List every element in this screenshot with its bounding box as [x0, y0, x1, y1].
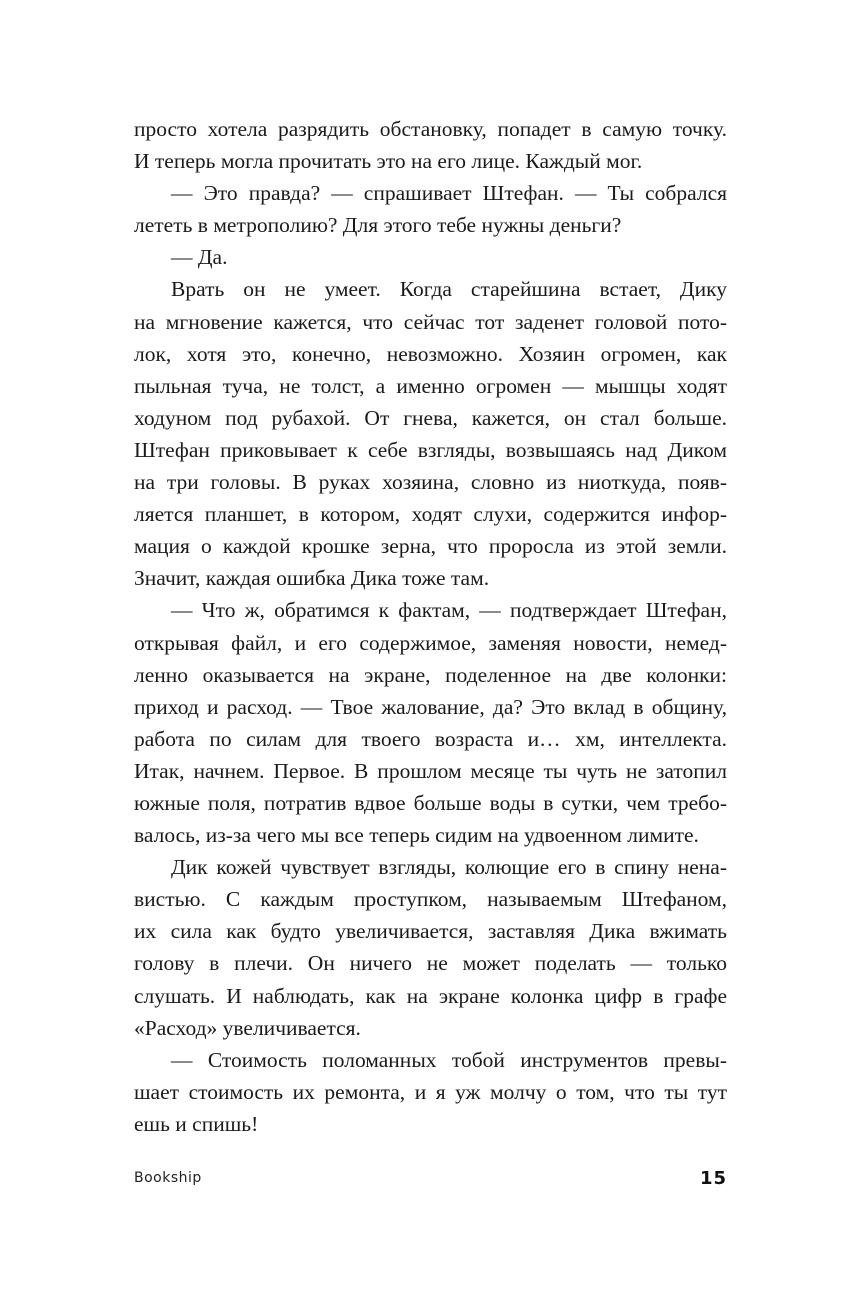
text-line: И теперь могла прочитать это на его лице. Каждый мог.: [134, 149, 643, 174]
text-line: на три головы. В руках хозяина, словно из ниоткуда, появ-: [134, 470, 727, 495]
text-line: вистью. С каждым проступком, называемым Штефаном,: [134, 887, 727, 912]
text-line: — Да.: [171, 245, 228, 270]
page-number: 15: [699, 1168, 727, 1189]
text-line: пыльная туча, не толст, а именно огромен — мышцы ходят: [134, 373, 727, 398]
page-footer: [134, 1168, 727, 1194]
publisher-brand: Bookship: [134, 1170, 202, 1186]
text-line: слушать. И наблюдать, как на экране колонка цифр в графе: [134, 983, 727, 1008]
text-line: их сила как будто увеличивается, заставляя Дика вжимать: [134, 919, 727, 944]
text-line: ходуном под рубахой. От гнева, кажется, он стал больше.: [134, 405, 727, 430]
text-line: лететь в метрополию? Для этого тебе нужны деньги?: [134, 213, 622, 238]
text-line: ленно оказывается на экране, поделенное на две колонки:: [134, 662, 727, 687]
text-line: открывая файл, и его содержимое, заменяя новости, немед-: [134, 630, 727, 655]
text-line: ешь и спишь!: [134, 1111, 259, 1136]
text-line: ляется планшет, в котором, ходят слухи, содержится инфор-: [134, 502, 727, 527]
text-line: мация о каждой крошке зерна, что проросла из этой земли.: [134, 534, 727, 559]
text-line: просто хотела разрядить обстановку, попадет в самую точку.: [134, 117, 727, 141]
text-line: Значит, каждая ошибка Дика тоже там.: [134, 566, 490, 591]
text-line: валось, из-за чего мы все теперь сидим на удвоенном лимите.: [134, 823, 699, 848]
text-line: на мгновение кажется, что сейчас тот заденет головой пото-: [134, 309, 727, 334]
text-line: Врать он не умеет. Когда старейшина встает, Дику: [171, 277, 727, 302]
text-line: Итак, начнем. Первое. В прошлом месяце ты чуть не затопил: [134, 758, 727, 783]
text-line: — Это правда? — спрашивает Штефан. — Ты собрался: [171, 181, 727, 206]
text-line: — Что ж, обратимся к фактам, — подтверждает Штефан,: [171, 598, 727, 623]
text-line: Штефан приковывает к себе взгляды, возвышаясь над Диком: [134, 437, 727, 462]
text-line: — Стоимость поломанных тобой инструментов превы-: [171, 1047, 727, 1072]
body-text: [134, 113, 727, 1140]
text-line: работа по силам для твоего возраста и… хм, интеллекта.: [134, 726, 727, 751]
text-line: южные поля, потратив вдвое больше воды в сутки, чем требо-: [134, 790, 727, 815]
text-line: Дик кожей чувствует взгляды, колющие его в спину нена-: [171, 855, 727, 880]
text-line: приход и расход. — Твое жалование, да? Это вклад в общину,: [134, 694, 727, 719]
text-line: голову в плечи. Он ничего не может поделать — только: [134, 951, 727, 976]
text-line: «Расход» увеличивается.: [134, 1015, 361, 1040]
text-line: шает стоимость их ремонта, и я уж молчу о том, что ты тут: [134, 1079, 727, 1104]
text-line: лок, хотя это, конечно, невозможно. Хозяин огромен, как: [134, 341, 727, 366]
